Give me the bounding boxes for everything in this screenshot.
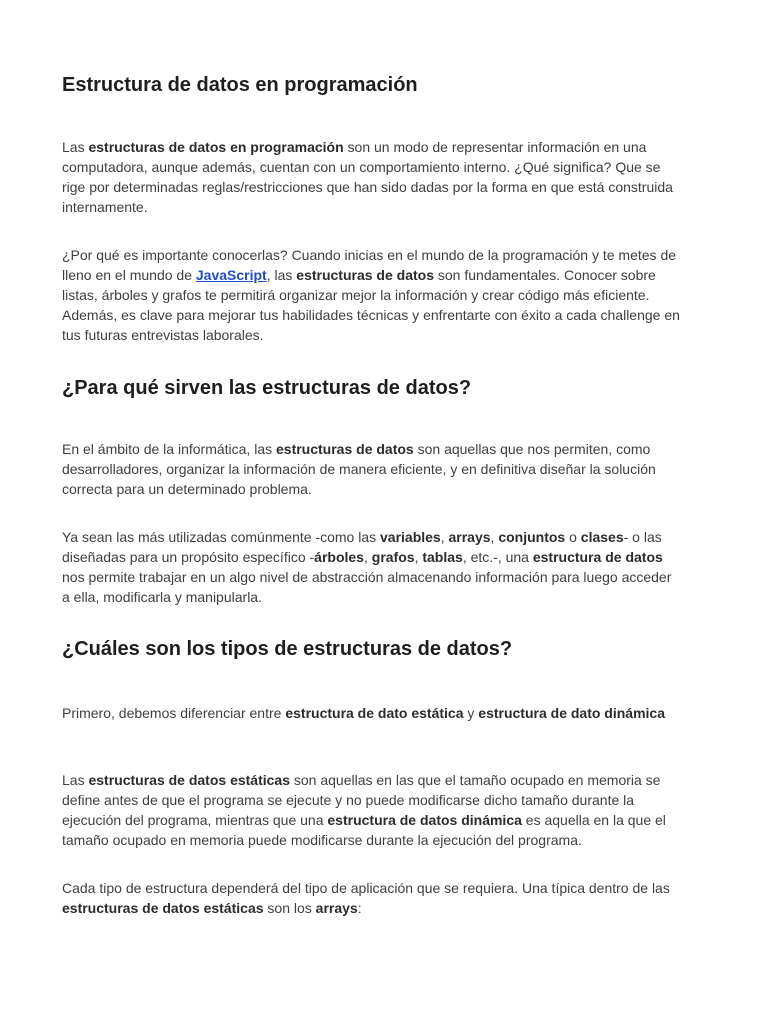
bold-text: estructura de dato estática bbox=[285, 705, 464, 721]
text: nos permite trabajar en un algo nivel de abstracción almacenando información para luego acceder a ella, modificarla y manipularla. bbox=[62, 569, 672, 605]
bold-text: árboles bbox=[314, 549, 364, 565]
paragraph-diferenciar bbox=[62, 703, 680, 723]
bold-text: variables bbox=[380, 529, 441, 545]
text: : bbox=[357, 900, 362, 916]
text: son fundamentales. Conocer sobre listas, árboles y grafos te permitirá organizar mejor la información y crear código más eficiente. Además, es clave para mejorar tus habilidades técnicas y enfrentarte con éxito a cada challenge en tus futuras entrevistas laborales. bbox=[62, 267, 680, 343]
text: , bbox=[414, 549, 423, 565]
bold-text: estructuras de datos bbox=[296, 267, 434, 283]
bold-text: estructura de datos bbox=[532, 549, 663, 565]
text: Primero, debemos diferenciar entre bbox=[62, 705, 286, 721]
text: Las bbox=[62, 772, 89, 788]
bold-text: tablas bbox=[422, 549, 463, 565]
paragraph-intro bbox=[62, 137, 680, 217]
heading-tipos: ¿Cuáles son los tipos de estructuras de datos? bbox=[62, 638, 513, 660]
text: ¿Por qué es importante conocerlas? Cuando inicias en el mundo de la programación y te metes de lleno en el mundo de bbox=[62, 247, 677, 283]
bold-text: estructuras de datos bbox=[276, 441, 414, 457]
bold-text: estructuras de datos en programación bbox=[88, 139, 344, 155]
bold-text: estructura de datos dinámica bbox=[327, 812, 522, 828]
paragraph-ambito bbox=[62, 439, 680, 499]
text: , las bbox=[266, 267, 297, 283]
text: , bbox=[363, 549, 372, 565]
bold-text: estructuras de datos estáticas bbox=[88, 772, 290, 788]
paragraph-ejemplos bbox=[62, 527, 680, 607]
text: es aquella en la que el tamaño ocupado en memoria puede modificarse durante la ejecución del programa. bbox=[62, 812, 666, 848]
bold-text: arrays bbox=[315, 900, 358, 916]
bold-text: grafos bbox=[371, 549, 415, 565]
text: son un modo de representar información en una computadora, aunque además, cuentan con un comportamiento interno. ¿Qué significa? Que se rige por determinadas reglas/restricciones que han sido dadas por la forma en que está construida internamente. bbox=[62, 139, 673, 215]
text: En el ámbito de la informática, las bbox=[62, 441, 276, 457]
paragraph-importance bbox=[62, 245, 680, 345]
heading-estructura-de-datos: Estructura de datos en programación bbox=[62, 74, 418, 96]
text: , etc.-, una bbox=[462, 549, 533, 565]
javascript-link[interactable]: JavaScript bbox=[195, 267, 267, 283]
paragraph-arrays bbox=[62, 878, 680, 918]
text: Cada tipo de estructura dependerá del tipo de aplicación que se requiera. Una típica dentro de las bbox=[62, 880, 670, 896]
text: , bbox=[490, 529, 499, 545]
text: son aquellas que nos permiten, como desarrolladores, organizar la información de manera eficiente, y en definitiva diseñar la solución correcta para un determinado problema. bbox=[62, 441, 656, 497]
text: - o las diseñadas para un propósito específico - bbox=[62, 529, 662, 565]
bold-text: estructura de dato dinámica bbox=[478, 705, 665, 721]
text: son aquellas en las que el tamaño ocupado en memoria se define antes de que el programa se ejecute y no puede modificarse dicho tamaño durante la ejecución del programa, mientras que una bbox=[62, 772, 661, 828]
paragraph-estaticas-dinamicas bbox=[62, 770, 680, 850]
bold-text: conjuntos bbox=[498, 529, 566, 545]
bold-text: arrays bbox=[448, 529, 491, 545]
bold-text: clases bbox=[580, 529, 624, 545]
text: y bbox=[463, 705, 479, 721]
bold-text: estructuras de datos estáticas bbox=[62, 900, 264, 916]
text: son los bbox=[263, 900, 316, 916]
text: , bbox=[440, 529, 449, 545]
text: Ya sean las más utilizadas comúnmente -como las bbox=[62, 529, 380, 545]
heading-para-que-sirven: ¿Para qué sirven las estructuras de datos? bbox=[62, 377, 472, 399]
text: o bbox=[565, 529, 581, 545]
text: Las bbox=[62, 139, 89, 155]
